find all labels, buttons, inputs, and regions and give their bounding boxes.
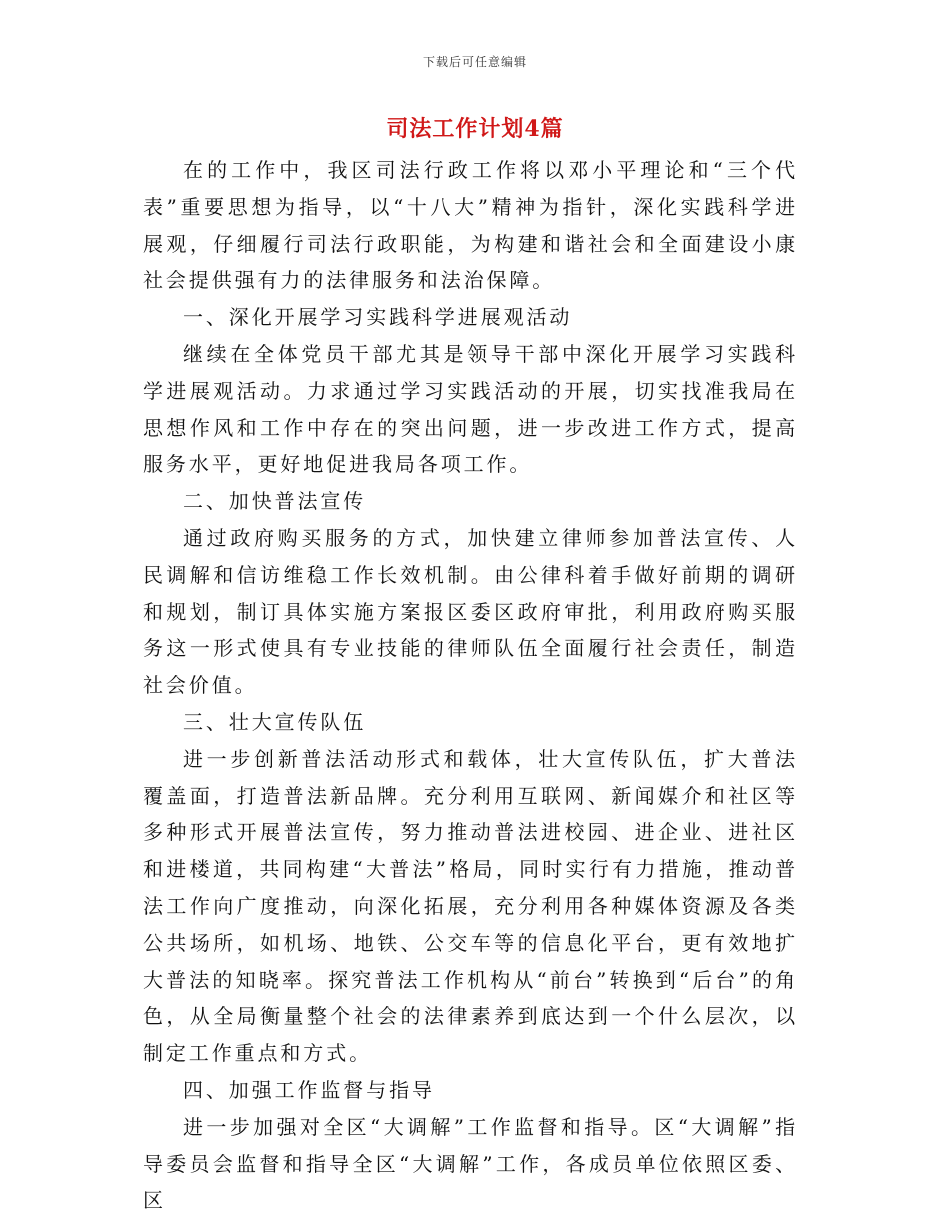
section-heading-2: 二、加快普法宣传 <box>183 489 367 514</box>
section-paragraph-1: 继续在全体党员干部尤其是领导干部中深化开展学习实践科学进展观活动。力求通过学习实践活动的开展，切实找准我局在思想作风和工作中存在的突出问题，进一步改进工作方式，提高服务水平，更好地促进我局各项工作。 <box>143 341 798 477</box>
intro-paragraph: 在的工作中，我区司法行政工作将以邓小平理论和“三个代表”重要思想为指导，以“十八大”精神为指针，深化实践科学进展观，仔细履行司法行政职能，为构建和谐社会和全面建设小康社会提供强有力的法律服务和法治保障。 <box>143 158 798 293</box>
section-paragraph-4: 进一步加强对全区“大调解”工作监督和指导。区“大调解”指导委员会监督和指导全区“大调解”工作，各成员单位依照区委、区 <box>143 1114 798 1213</box>
document-title: 司法工作计划4篇 <box>386 116 564 142</box>
section-heading-1: 一、深化开展学习实践科学进展观活动 <box>183 305 573 330</box>
section-heading-4: 四、加强工作监督与指导 <box>183 1077 435 1102</box>
document-body <box>143 152 798 1219</box>
section-heading-3: 三、壮大宣传队伍 <box>183 709 367 734</box>
section-paragraph-3: 进一步创新普法活动形式和载体，壮大宣传队伍，扩大普法覆盖面，打造普法新品牌。充分利用互联网、新闻媒介和社区等多种形式开展普法宣传，努力推动普法进校园、进企业、进社区和进楼道，共同构建“大普法”格局，同时实行有力措施，推动普法工作向广度推动，向深化拓展，充分利用各种媒体资源及各类公共场所，如机场、地铁、公交车等的信息化平台，更有效地扩大普法的知晓率。探究普法工作机构从“前台”转换到“后台”的角色，从全局衡量整个社会的法律素养到底达到一个什么层次，以制定工作重点和方式。 <box>143 746 798 1066</box>
page-header-note: 下载后可任意编辑 <box>422 55 527 69</box>
section-paragraph-2: 通过政府购买服务的方式，加快建立律师参加普法宣传、人民调解和信访维稳工作长效机制。由公律科着手做好前期的调研和规划，制订具体实施方案报区委区政府审批，利用政府购买服务这一形式使具有专业技能的律师队伍全面履行社会责任，制造社会价值。 <box>143 525 798 698</box>
